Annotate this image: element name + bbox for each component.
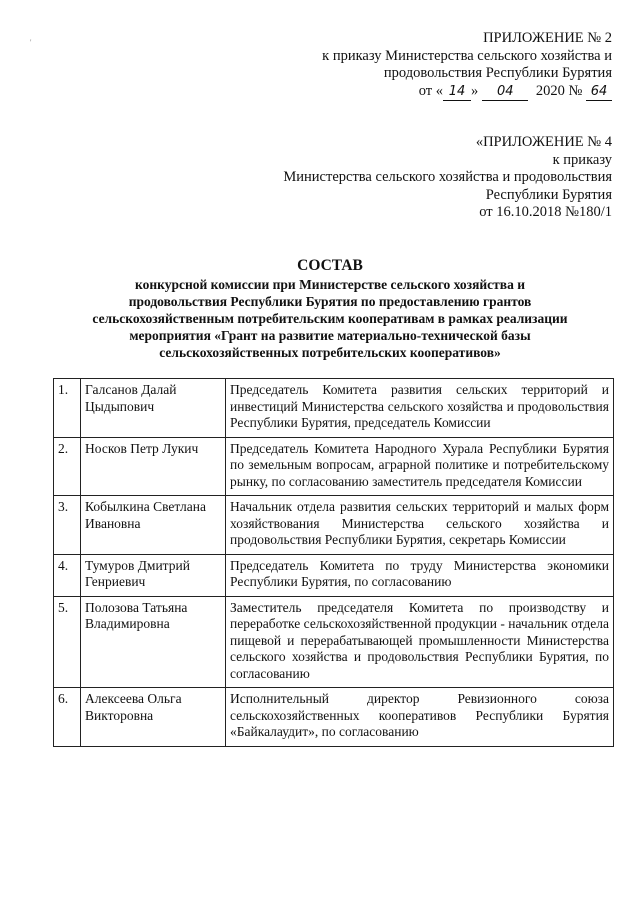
table-row: [54, 496, 614, 555]
member-name: Полозова Татьяна Владимировна: [81, 596, 226, 688]
date-prefix: от «: [418, 82, 444, 99]
member-position: Председатель Комитета развития сельских территорий и инвестиций Министерства сельского хозяйства и продовольствия Республики Бурятия, председатель Комиссии: [226, 379, 614, 438]
member-name: Тумуров Дмитрий Генриевич: [81, 554, 226, 596]
handwritten-order-number: 64: [586, 83, 612, 102]
annex-current-line3: продовольствия Республики Бурятия: [383, 65, 612, 81]
date-year: 2020 №: [535, 82, 583, 99]
member-name: Галсанов Далай Цыдыпович: [81, 379, 226, 438]
annex-previous-line4: Республики Бурятия: [485, 186, 612, 203]
table-row: [54, 688, 614, 747]
document-subtitle-line: сельскохозяйственных потребительских кооперативов»: [159, 345, 501, 360]
handwritten-day: 14: [443, 83, 471, 102]
table-row: [54, 379, 614, 438]
member-position: Начальник отдела развития сельских территорий и малых форм хозяйствования Министерства сельского хозяйства и продовольствия Республики Бурятия, секретарь Комиссии: [226, 496, 614, 555]
document-title: СОСТАВ: [297, 257, 363, 274]
annex-current-date-line: [322, 83, 612, 102]
annex-current-title: ПРИЛОЖЕНИЕ № 2: [483, 30, 612, 46]
member-number: 1.: [54, 379, 81, 438]
annex-previous-line2: к приказу: [552, 151, 612, 168]
date-mid: »: [471, 82, 479, 99]
margin-mark: ': [30, 38, 32, 47]
annex-previous-title: «ПРИЛОЖЕНИЕ № 4: [475, 134, 612, 150]
document-title-block: [50, 256, 610, 361]
member-name: Носков Петр Лукич: [81, 437, 226, 496]
member-name: Кобылкина Светлана Ивановна: [81, 496, 226, 555]
member-position: Заместитель председателя Комитета по производству и переработке сельскохозяйственной продукции - начальник отдела пищевой и перерабатывающей промышленности Министерства сельского хозяйства и продовольствия Республики Бурятия, по согласованию: [226, 596, 614, 688]
annex-current-line2: к приказу Министерства сельского хозяйства и: [322, 47, 612, 64]
annex-current-header: [322, 30, 612, 101]
member-position: Председатель Комитета по труду Министерства экономики Республики Бурятия, по согласованию: [226, 554, 614, 596]
annex-previous-line5: от 16.10.2018 №180/1: [479, 204, 612, 220]
table-row: [54, 596, 614, 688]
members-table: [53, 378, 614, 747]
member-number: 6.: [54, 688, 81, 747]
document-subtitle-line: мероприятия «Грант на развитие материально-технической базы: [129, 328, 531, 343]
member-position: Исполнительный директор Ревизионного союза сельскохозяйственных кооперативов Республики Бурятия «Байкалаудит», по согласованию: [226, 688, 614, 747]
annex-previous-line3: Министерства сельского хозяйства и продовольствия: [283, 169, 612, 185]
document-subtitle-line: сельскохозяйственным потребительским кооперативам в рамках реализации: [92, 311, 568, 326]
document-subtitle-line: продовольствия Республики Бурятия по предоставлению грантов: [128, 294, 532, 309]
member-position: Председатель Комитета Народного Хурала Республики Бурятия по земельным вопросам, аграрной политике и потребительскому рынку, по согласованию заместитель председателя Комиссии: [226, 437, 614, 496]
handwritten-month: 04: [482, 83, 528, 102]
annex-previous-header: [283, 134, 612, 222]
table-row: [54, 554, 614, 596]
member-number: 4.: [54, 554, 81, 596]
document-subtitle-line: конкурсной комиссии при Министерстве сельского хозяйства и: [135, 277, 525, 292]
member-number: 2.: [54, 437, 81, 496]
member-number: 5.: [54, 596, 81, 688]
table-row: [54, 437, 614, 496]
member-name: Алексеева Ольга Викторовна: [81, 688, 226, 747]
member-number: 3.: [54, 496, 81, 555]
